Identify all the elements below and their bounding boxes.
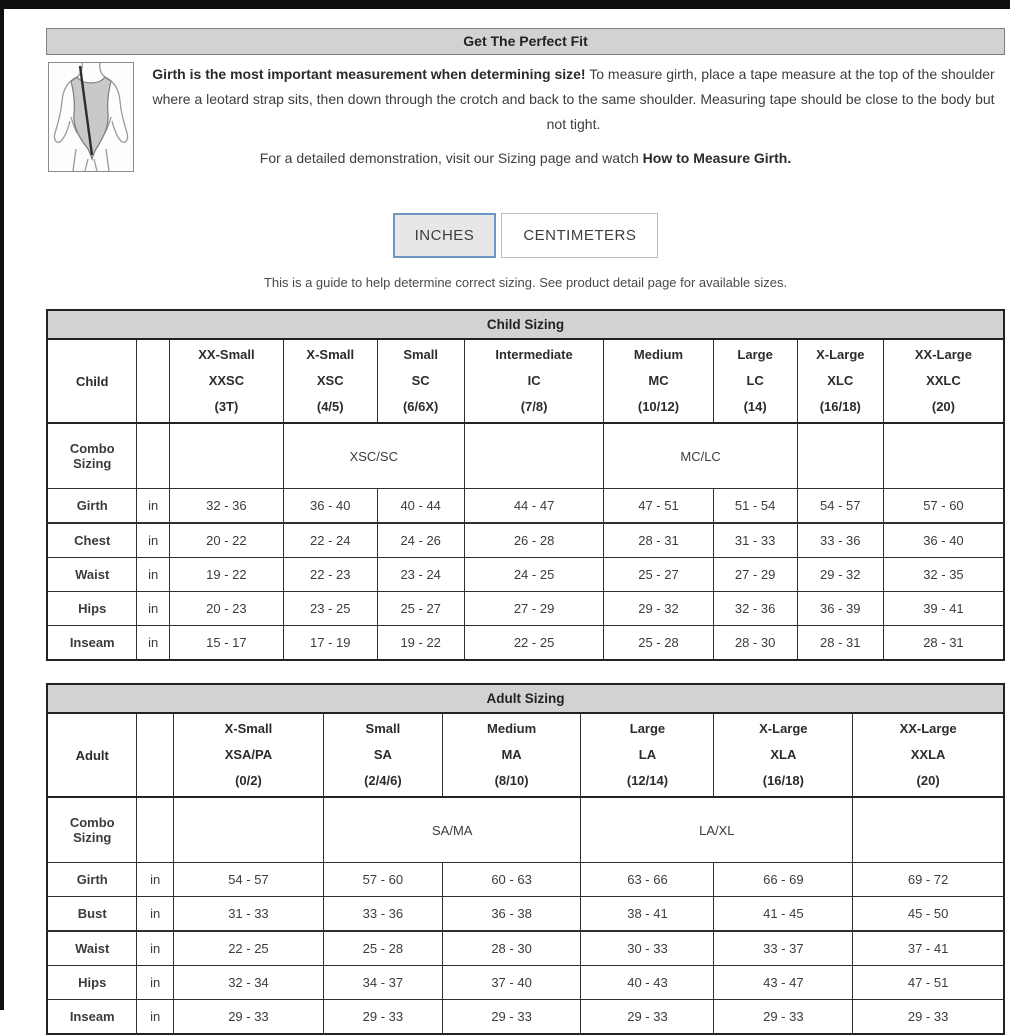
size-name: XX-Large: [914, 347, 972, 362]
leotard-figure-drawing: [49, 63, 133, 171]
measurement-label: Waist: [47, 931, 137, 966]
size-range: (20): [916, 773, 940, 788]
size-range: (3T): [214, 399, 239, 414]
adult-inseam-row: [47, 1000, 1004, 1035]
measurement-label: Hips: [47, 592, 137, 626]
size-value-cell: 25 - 28: [604, 626, 713, 661]
column-header-small: [377, 339, 464, 423]
column-header-x-small: [283, 339, 377, 423]
size-name: X-Small: [306, 347, 355, 362]
size-value-cell: 30 - 33: [581, 931, 714, 966]
child-sizing-title: Child Sizing: [47, 310, 1004, 339]
child-combo-sizing-row: [47, 423, 1004, 489]
size-range: (16/18): [819, 399, 861, 414]
size-value-cell: 32 - 34: [173, 966, 323, 1000]
size-value-cell: 41 - 45: [714, 897, 853, 932]
size-name: XX-Small: [198, 347, 255, 362]
centimeters-button[interactable]: CENTIMETERS: [501, 213, 658, 258]
size-value-cell: 29 - 33: [714, 1000, 853, 1035]
size-value-cell: 19 - 22: [377, 626, 464, 661]
measurement-label: Chest: [47, 523, 137, 558]
child-hips-row: [47, 592, 1004, 626]
size-name: Small: [365, 721, 401, 736]
size-value-cell: 31 - 33: [713, 523, 797, 558]
column-header-intermediate: [464, 339, 604, 423]
adult-header-row: [47, 713, 1004, 797]
child-girth-row: [47, 489, 1004, 524]
size-value-cell: 28 - 30: [442, 931, 581, 966]
size-value-cell: 29 - 32: [604, 592, 713, 626]
combo-group-cell: LA/XL: [581, 797, 853, 863]
size-code: LA: [638, 747, 657, 762]
size-value-cell: 23 - 25: [283, 592, 377, 626]
size-value-cell: 25 - 27: [604, 558, 713, 592]
size-name: X-Small: [224, 721, 273, 736]
adult-corner-label: Adult: [47, 713, 137, 797]
size-value-cell: 20 - 22: [169, 523, 283, 558]
unit-cell: in: [137, 489, 170, 524]
empty-cell: [883, 423, 1004, 489]
size-name: Intermediate: [495, 347, 573, 362]
size-code: XSA/PA: [224, 747, 273, 762]
size-value-cell: 32 - 36: [169, 489, 283, 524]
girth-diagram-icon: [48, 62, 134, 172]
size-name: Small: [403, 347, 439, 362]
size-code: SC: [411, 373, 430, 388]
adult-bust-row: [47, 897, 1004, 932]
column-header-large: [581, 713, 714, 797]
size-value-cell: 37 - 41: [853, 931, 1004, 966]
adult-sizing-title-row: [47, 684, 1004, 713]
column-header-xx-large: [853, 713, 1004, 797]
size-value-cell: 40 - 44: [377, 489, 464, 524]
column-header-x-large: [797, 339, 883, 423]
girth-intro-section: [46, 62, 1005, 176]
size-value-cell: 15 - 17: [169, 626, 283, 661]
size-value-cell: 47 - 51: [604, 489, 713, 524]
column-header-xx-large: [883, 339, 1004, 423]
empty-cell: [173, 797, 323, 863]
size-value-cell: 44 - 47: [464, 489, 604, 524]
size-code: XSC: [316, 373, 344, 388]
size-value-cell: 25 - 28: [324, 931, 443, 966]
sizing-guide-note: This is a guide to help determine correct sizing. See product detail page for available sizes.: [263, 275, 788, 290]
adult-waist-row: [47, 931, 1004, 966]
sizing-guide-page: [46, 28, 1005, 1035]
size-value-cell: 22 - 25: [173, 931, 323, 966]
empty-cell: [464, 423, 604, 489]
size-value-cell: 43 - 47: [714, 966, 853, 1000]
adult-girth-row: [47, 863, 1004, 897]
adult-sizing-table: [46, 683, 1005, 1035]
size-name: Medium: [633, 347, 684, 362]
combo-sizing-label: Combo Sizing: [47, 797, 137, 863]
unit-cell: in: [137, 523, 170, 558]
size-code: XXLC: [926, 373, 961, 388]
size-value-cell: 24 - 26: [377, 523, 464, 558]
size-value-cell: 23 - 24: [377, 558, 464, 592]
size-code: XLC: [827, 373, 854, 388]
size-value-cell: 29 - 33: [442, 1000, 581, 1035]
size-value-cell: 22 - 23: [283, 558, 377, 592]
column-header-large: [713, 339, 797, 423]
size-value-cell: 51 - 54: [713, 489, 797, 524]
combo-sizing-label: Combo Sizing: [47, 423, 137, 489]
size-value-cell: 22 - 24: [283, 523, 377, 558]
size-value-cell: 54 - 57: [797, 489, 883, 524]
size-value-cell: 29 - 32: [797, 558, 883, 592]
size-range: (0/2): [235, 773, 262, 788]
size-value-cell: 36 - 40: [283, 489, 377, 524]
size-range: (8/10): [494, 773, 529, 788]
child-inseam-row: [47, 626, 1004, 661]
size-value-cell: 39 - 41: [883, 592, 1004, 626]
child-waist-row: [47, 558, 1004, 592]
unit-cell: in: [137, 966, 173, 1000]
child-chest-row: [47, 523, 1004, 558]
window-frame-top: [0, 0, 1010, 9]
size-range: (10/12): [637, 399, 680, 414]
size-range: (7/8): [520, 399, 548, 414]
size-value-cell: 29 - 33: [173, 1000, 323, 1035]
unit-cell: in: [137, 592, 170, 626]
size-value-cell: 66 - 69: [714, 863, 853, 897]
size-value-cell: 63 - 66: [581, 863, 714, 897]
size-value-cell: 28 - 31: [797, 626, 883, 661]
measurement-label: Hips: [47, 966, 137, 1000]
size-value-cell: 27 - 29: [713, 558, 797, 592]
size-value-cell: 36 - 40: [883, 523, 1004, 558]
adult-combo-sizing-row: [47, 797, 1004, 863]
size-value-cell: 57 - 60: [324, 863, 443, 897]
how-to-measure-girth-text: How to Measure Girth.: [642, 150, 792, 166]
measurement-label: Bust: [47, 897, 137, 932]
size-name: Medium: [487, 721, 537, 736]
size-value-cell: 29 - 33: [853, 1000, 1004, 1035]
size-value-cell: 28 - 31: [604, 523, 713, 558]
size-value-cell: 37 - 40: [442, 966, 581, 1000]
size-value-cell: 33 - 37: [714, 931, 853, 966]
empty-cell: [137, 797, 173, 863]
unit-cell: in: [137, 897, 173, 932]
window-frame-left: [0, 0, 4, 1010]
size-code: MC: [648, 373, 669, 388]
size-value-cell: 19 - 22: [169, 558, 283, 592]
measurement-label: Girth: [47, 489, 137, 524]
size-value-cell: 57 - 60: [883, 489, 1004, 524]
column-header-small: [324, 713, 443, 797]
size-name: XX-Large: [899, 721, 957, 736]
combo-group-cell: MC/LC: [604, 423, 797, 489]
column-header-xx-small: [169, 339, 283, 423]
unit-cell: in: [137, 1000, 173, 1035]
size-value-cell: 24 - 25: [464, 558, 604, 592]
demo-prefix-text: For a detailed demonstration, visit our Sizing page and watch: [259, 150, 643, 166]
size-range: (12/14): [626, 773, 669, 788]
size-value-cell: 45 - 50: [853, 897, 1004, 932]
size-code: XXLA: [910, 747, 946, 762]
size-name: X-Large: [816, 347, 865, 362]
size-value-cell: 28 - 30: [713, 626, 797, 661]
size-value-cell: 17 - 19: [283, 626, 377, 661]
size-code: LC: [746, 373, 764, 388]
size-value-cell: 47 - 51: [853, 966, 1004, 1000]
unit-cell: in: [137, 626, 170, 661]
size-value-cell: 22 - 25: [464, 626, 604, 661]
girth-intro-paragraph: [142, 62, 1005, 137]
adult-sizing-title: Adult Sizing: [47, 684, 1004, 713]
unit-column-header: [137, 713, 173, 797]
size-value-cell: 28 - 31: [883, 626, 1004, 661]
size-value-cell: 32 - 36: [713, 592, 797, 626]
size-value-cell: 40 - 43: [581, 966, 714, 1000]
page-title: Get The Perfect Fit: [46, 28, 1005, 55]
size-value-cell: 29 - 33: [324, 1000, 443, 1035]
unit-toggle-group: [46, 213, 1005, 258]
size-value-cell: 36 - 38: [442, 897, 581, 932]
size-value-cell: 33 - 36: [324, 897, 443, 932]
demo-instruction-line: [46, 150, 1005, 166]
column-header-x-small: [173, 713, 323, 797]
size-value-cell: 25 - 27: [377, 592, 464, 626]
size-value-cell: 54 - 57: [173, 863, 323, 897]
child-sizing-title-row: [47, 310, 1004, 339]
combo-group-cell: XSC/SC: [283, 423, 464, 489]
size-name: Large: [737, 347, 773, 362]
empty-cell: [853, 797, 1004, 863]
size-value-cell: 36 - 39: [797, 592, 883, 626]
combo-group-cell: SA/MA: [324, 797, 581, 863]
size-code: MA: [501, 747, 522, 762]
column-header-medium: [442, 713, 581, 797]
measurement-label: Girth: [47, 863, 137, 897]
size-value-cell: 34 - 37: [324, 966, 443, 1000]
size-value-cell: 38 - 41: [581, 897, 714, 932]
column-header-medium: [604, 339, 713, 423]
girth-intro-lead: Girth is the most important measurement when determining size!: [152, 66, 586, 82]
size-value-cell: 69 - 72: [853, 863, 1004, 897]
empty-cell: [169, 423, 283, 489]
size-code: SA: [373, 747, 392, 762]
size-range: (2/4/6): [364, 773, 402, 788]
child-corner-label: Child: [47, 339, 137, 423]
size-value-cell: 26 - 28: [464, 523, 604, 558]
size-code: IC: [527, 373, 541, 388]
measurement-label: Inseam: [47, 626, 137, 661]
child-sizing-table: [46, 309, 1005, 661]
size-value-cell: 32 - 35: [883, 558, 1004, 592]
column-header-x-large: [714, 713, 853, 797]
unit-cell: in: [137, 558, 170, 592]
measurement-label: Waist: [47, 558, 137, 592]
empty-cell: [137, 423, 170, 489]
size-value-cell: 20 - 23: [169, 592, 283, 626]
child-header-row: [47, 339, 1004, 423]
size-name: X-Large: [759, 721, 808, 736]
size-code: XXSC: [208, 373, 245, 388]
size-range: (6/6X): [402, 399, 439, 414]
size-range: (4/5): [316, 399, 344, 414]
size-value-cell: 33 - 36: [797, 523, 883, 558]
size-value-cell: 27 - 29: [464, 592, 604, 626]
unit-cell: in: [137, 931, 173, 966]
size-range: (14): [743, 399, 767, 414]
unit-cell: in: [137, 863, 173, 897]
size-value-cell: 60 - 63: [442, 863, 581, 897]
size-value-cell: 31 - 33: [173, 897, 323, 932]
size-code: XLA: [770, 747, 797, 762]
size-range: (16/18): [762, 773, 804, 788]
size-range: (20): [931, 399, 955, 414]
size-name: Large: [629, 721, 666, 736]
inches-button[interactable]: INCHES: [393, 213, 497, 258]
size-value-cell: 29 - 33: [581, 1000, 714, 1035]
measurement-label: Inseam: [47, 1000, 137, 1035]
girth-intro-body: To measure girth, place a tape measure at the top of the shoulder where a leotard strap sits, then down through the crotch and back to the same shoulder. Measuring tape should be close to the body but not tight.: [152, 66, 995, 132]
unit-column-header: [137, 339, 170, 423]
empty-cell: [797, 423, 883, 489]
adult-hips-row: [47, 966, 1004, 1000]
